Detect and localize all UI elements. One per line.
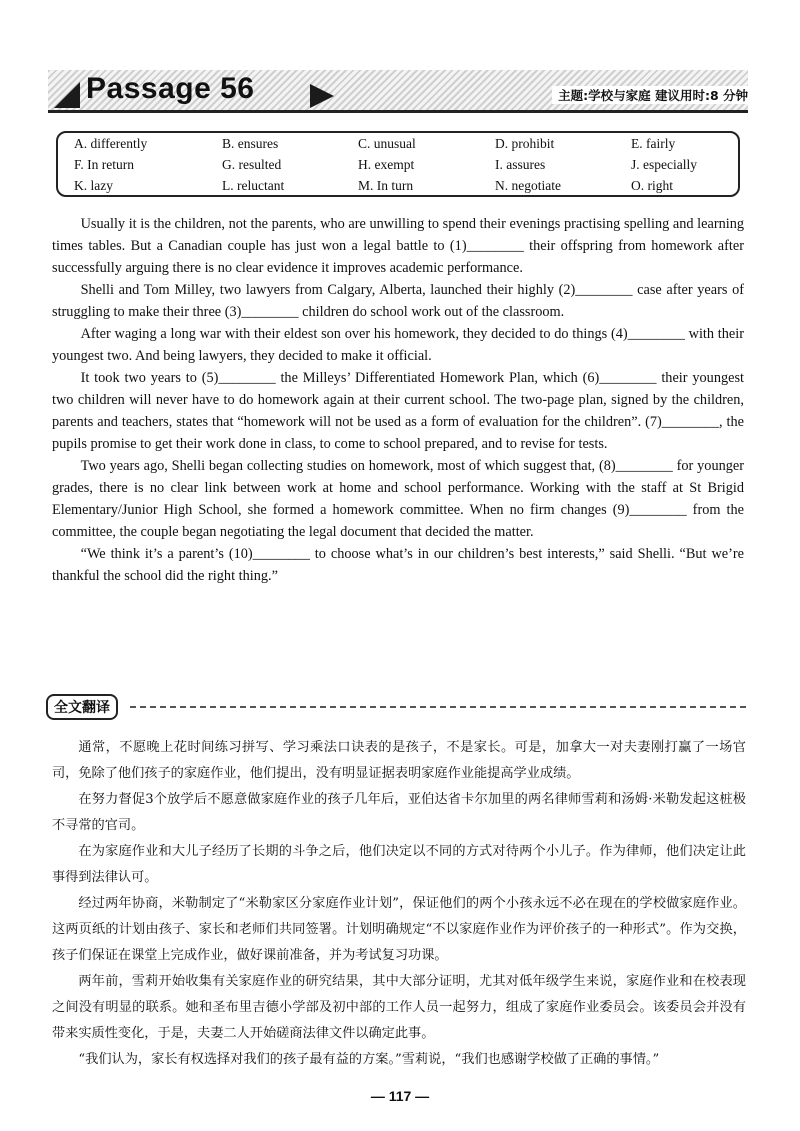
translation-label: 全文翻译 (46, 694, 118, 720)
option-item: M. In turn (358, 178, 414, 193)
passage-paragraph: After waging a long war with their eldest son over his homework, they decided to do things (4)________ with their youngest two. And being lawyers, they decided to make it official. (52, 326, 744, 364)
page-number: — 117 — (370, 1088, 430, 1104)
translation-header (46, 694, 746, 720)
option-item: N. negotiate (495, 178, 561, 193)
translation-paragraph: 在努力督促3个放学后不愿意做家庭作业的孩子几年后，亚伯达省卡尔加里的两名律师雪莉和汤姆·米勒发起这桩极不寻常的官司。 (52, 792, 746, 833)
option-item: L. reluctant (222, 178, 285, 193)
passage-paragraph: Shelli and Tom Milley, two lawyers from Calgary, Alberta, launched their highly (2)________ case after years of struggling to make their three (3)________ children do school work out of the classroom. (52, 282, 744, 320)
translation-paragraph: 在为家庭作业和大儿子经历了长期的斗争之后，他们决定以不同的方式对待两个小儿子。作为律师，他们决定让此事得到法律认可。 (52, 844, 746, 885)
passage-paragraph: Usually it is the children, not the parents, who are unwilling to spend their evenings practising spelling and learning times tables. But a Canadian couple has just won a legal battle to (1)________ their offspring from homework after successfully arguing there is no clear evidence it improves academic performance. (52, 216, 744, 276)
passage-body (52, 213, 744, 587)
translation-paragraph: 两年前，雪莉开始收集有关家庭作业的研究结果，其中大部分证明，尤其对低年级学生来说，家庭作业和在校表现之间没有明显的联系。她和圣布里吉德小学部及初中部的工作人员一起努力，组成了家庭作业委员会。该委员会并没有带来实质性变化，于是，夫妻二人开始磋商法律文件以确定此事。 (52, 974, 746, 1041)
options-box (56, 131, 740, 197)
option-item: E. fairly (631, 136, 676, 151)
passage-paragraph: “We think it’s a parent’s (10)________ to choose what’s in our children’s best interests,” said Shelli. “But we’re thankful the school did the right thing.” (52, 546, 744, 584)
triangle-right-icon (310, 84, 334, 108)
option-item: I. assures (495, 157, 546, 172)
option-item: D. prohibit (495, 136, 555, 151)
option-item: O. right (631, 178, 673, 193)
option-item: F. In return (74, 157, 135, 172)
passage-paragraph: It took two years to (5)________ the Milleys’ Differentiated Homework Plan, which (6)________ their youngest two children will never have to do homework again at their current school. The two-page plan, signed by the children, parents and teachers, states that “homework will not be used as a form of evaluation for the children”. (7)________, the pupils promise to get their work done in class, to come to school prepared, and to revise for tests. (52, 370, 744, 452)
translation-paragraph: 通常，不愿晚上花时间练习拼写、学习乘法口诀表的是孩子，不是家长。可是，加拿大一对夫妻刚打赢了一场官司，免除了他们孩子的家庭作业，他们提出，没有明显证据表明家庭作业能提高学业成绩。 (52, 740, 746, 781)
option-item: K. lazy (74, 178, 113, 193)
option-item: B. ensures (222, 136, 279, 151)
translation-paragraph: “我们认为，家长有权选择对我们的孩子最有益的方案。”雪莉说，“我们也感谢学校做了正确的事情。” (78, 1052, 660, 1067)
passage-paragraph: Two years ago, Shelli began collecting studies on homework, most of which suggest that, (8)________ for younger grades, there is no clear link between work at home and school performance. Working with the staff at St Brigid Elementary/Junior High School, she formed a homework committee. When no firm changes (9)________ from the committee, the couple began negotiating the legal document that decided the matter. (52, 458, 744, 540)
translation-body (52, 735, 746, 1073)
triangle-left-icon (54, 82, 80, 108)
passage-title: Passage 56 (86, 72, 255, 105)
passage-header (48, 70, 748, 114)
option-item: H. exempt (358, 157, 415, 172)
option-item: C. unusual (358, 136, 416, 151)
option-item: A. differently (74, 136, 148, 151)
dashed-divider (130, 706, 746, 708)
option-item: J. especially (631, 157, 697, 172)
translation-paragraph: 经过两年协商，米勒制定了“米勒家区分家庭作业计划”，保证他们的两个小孩永远不必在现在的学校做家庭作业。这两页纸的计划由孩子、家长和老师们共同签署。计划明确规定“不以家庭作业作为评价孩子的一种形式”。作为交换，孩子们保证在课堂上完成作业，做好课前准备，并为考试复习功课。 (52, 896, 746, 963)
topic-meta: 主题:学校与家庭 建议用时:8 分钟 (552, 86, 748, 104)
option-item: G. resulted (222, 157, 282, 172)
